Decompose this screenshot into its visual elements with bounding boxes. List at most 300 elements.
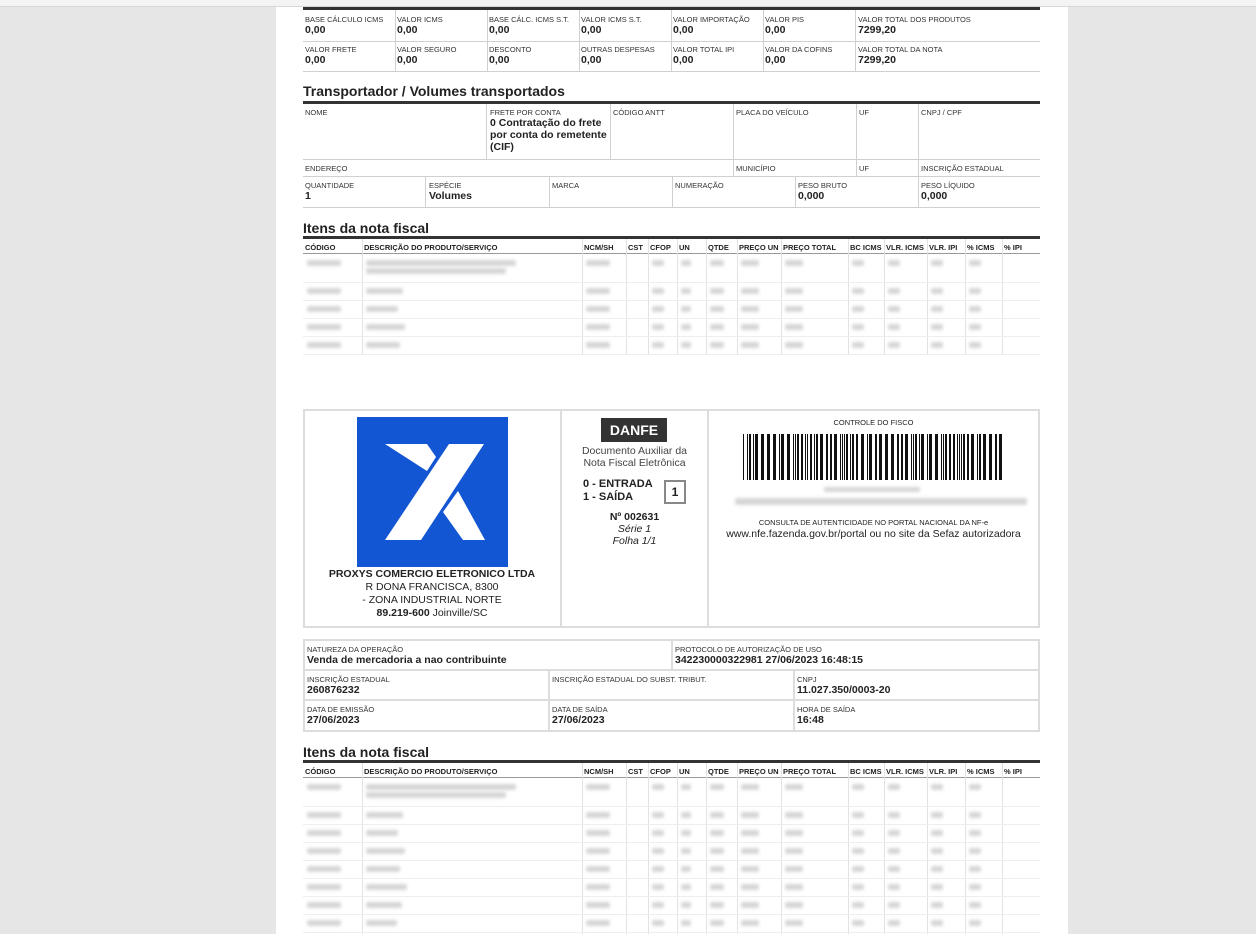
- items-table-2-redacted-cell: [888, 884, 900, 890]
- barcode-bar: [850, 434, 851, 480]
- items-table-2-redacted-cell: [852, 920, 864, 926]
- items-table-2-redacted-cell: [681, 830, 691, 836]
- items-table-2-col-5: UN: [679, 767, 690, 776]
- barcode-bar: [861, 434, 864, 480]
- items-table-2-redacted-cell: [366, 848, 405, 854]
- items-table-2-redacted-cell: [852, 902, 864, 908]
- items-table-2-top-rule: [303, 760, 1040, 763]
- items-table-2-redacted-cell: [366, 784, 516, 790]
- items-table-1-redacted-cell: [366, 260, 516, 266]
- total-cell-base-icms-st: BASE CÁLC. ICMS S.T. 0,00: [489, 15, 570, 36]
- barcode-bar: [852, 434, 854, 480]
- items-table-2-redacted-cell: [586, 884, 610, 890]
- items-table-1-redacted-cell: [681, 260, 691, 266]
- total-cell-desconto: DESCONTO 0,00: [489, 45, 532, 66]
- items-table-1-redacted-cell: [785, 342, 803, 348]
- items-table-2-redacted-cell: [681, 848, 691, 854]
- items-table-1-col-9: BC ICMS: [850, 243, 882, 252]
- total-cell-valor-frete: VALOR FRETE 0,00: [305, 45, 357, 66]
- items-table-2-row: [303, 896, 1040, 914]
- barcode-bar: [781, 434, 784, 480]
- transport-peso-bruto-cell: PESO BRUTO 0,000: [798, 181, 848, 202]
- data-emissao-cell: DATA DE EMISSÃO 27/06/2023: [307, 705, 375, 726]
- items-table-2-redacted-cell: [586, 812, 610, 818]
- items-table-1-row: [303, 318, 1040, 336]
- items-table-1-col-1: DESCRIÇÃO DO PRODUTO/SERVIÇO: [364, 243, 498, 252]
- items-table-2-col-10: VLR. ICMS: [886, 767, 924, 776]
- items-table-1-redacted-cell: [969, 288, 981, 294]
- barcode-bar: [834, 434, 837, 480]
- barcode-bar: [840, 434, 841, 480]
- cnpj-cell: CNPJ 11.027.350/0003-20: [797, 675, 891, 696]
- inscricao-st-cell: INSCRIÇÃO ESTADUAL DO SUBST. TRIBUT.: [552, 675, 707, 684]
- items-table-1-col-10: VLR. ICMS: [886, 243, 924, 252]
- items-table-2-redacted-cell: [785, 830, 803, 836]
- data-saida-cell: DATA DE SAÍDA 27/06/2023: [552, 705, 608, 726]
- items-table-2-redacted-cell: [307, 848, 341, 854]
- transport-placa-label: PLACA DO VEÍCULO: [736, 108, 809, 117]
- barcode-bar: [795, 434, 796, 480]
- total-cell-valor-importacao: VALOR IMPORTAÇÃO 0,00: [673, 15, 750, 36]
- items-table-2-redacted-cell: [785, 902, 803, 908]
- items-table-2-redacted-cell: [931, 866, 943, 872]
- items-table-2-redacted-cell: [931, 784, 943, 790]
- items-table-2-redacted-cell: [307, 784, 341, 790]
- items-table-1-redacted-cell: [681, 324, 691, 330]
- transport-peso-liquido-cell: PESO LÍQUIDO 0,000: [921, 181, 975, 202]
- items-table-2-redacted-cell: [969, 902, 981, 908]
- items-table-1-redacted-cell: [741, 260, 759, 266]
- items-table-2-redacted-cell: [710, 812, 724, 818]
- items-table-2-col-7: PREÇO UN: [739, 767, 779, 776]
- items-table-2-redacted-cell: [710, 848, 724, 854]
- items-table-1-col-7: PREÇO UN: [739, 243, 779, 252]
- items-table-1-redacted-cell: [366, 342, 400, 348]
- transport-endereco-label: ENDEREÇO: [305, 164, 348, 173]
- barcode-bar: [779, 434, 780, 480]
- items-table-1-redacted-cell: [366, 306, 398, 312]
- items-table-1-redacted-cell: [785, 288, 803, 294]
- barcode-bar: [820, 434, 823, 480]
- items-table-1-redacted-cell: [307, 342, 341, 348]
- items-table-2-redacted-cell: [366, 812, 403, 818]
- barcode-bar: [959, 434, 960, 480]
- items-table-2-redacted-cell: [366, 866, 400, 872]
- barcode-bar: [816, 434, 818, 480]
- items-table-2-redacted-cell: [852, 812, 864, 818]
- items-table-2-redacted-cell: [888, 848, 900, 854]
- total-cell-total-produtos: VALOR TOTAL DOS PRODUTOS 7299,20: [858, 15, 971, 36]
- items-table-1-top-rule: [303, 236, 1040, 239]
- items-table-1-col-8: PREÇO TOTAL: [783, 243, 837, 252]
- barcode-bar: [856, 434, 858, 480]
- items-table-1-redacted-cell: [366, 268, 506, 274]
- transport-ie-label: INSCRIÇÃO ESTADUAL: [921, 164, 1004, 173]
- barcode-bar: [814, 434, 815, 480]
- barcode-bar: [755, 434, 758, 480]
- items-table-2-col-9: BC ICMS: [850, 767, 882, 776]
- items-table-2-redacted-cell: [681, 902, 691, 908]
- items-table-1-row: [303, 282, 1040, 300]
- items-table-1-redacted-cell: [888, 342, 900, 348]
- barcode-bar: [927, 434, 928, 480]
- company-address-block: [305, 568, 559, 620]
- invoice-page: [276, 7, 1068, 934]
- transport-section-title: Transportador / Volumes transportados: [303, 83, 565, 99]
- items-table-2-redacted-cell: [741, 920, 759, 926]
- items-table-1-redacted-cell: [652, 288, 664, 294]
- transport-cnpj-label: CNPJ / CPF: [921, 108, 962, 117]
- company-logo: [357, 417, 508, 567]
- barcode-bar: [979, 434, 981, 480]
- danfe-doc-description: Documento Auxiliar da Nota Fiscal Eletrônica: [581, 445, 688, 469]
- items-table-2-redacted-cell: [681, 812, 691, 818]
- barcode-bar: [977, 434, 978, 480]
- items-table-2-redacted-cell: [852, 884, 864, 890]
- items-table-1-redacted-cell: [888, 288, 900, 294]
- items-table-1-redacted-cell: [586, 260, 610, 266]
- items-table-2-redacted-cell: [785, 866, 803, 872]
- barcode-bar: [961, 434, 962, 480]
- items-table-2-redacted-cell: [888, 812, 900, 818]
- items-table-2-redacted-cell: [307, 830, 341, 836]
- items-table-1-col-12: % ICMS: [967, 243, 995, 252]
- items-table-2-redacted-cell: [652, 848, 664, 854]
- items-table-1-redacted-cell: [931, 342, 943, 348]
- items-table-2-redacted-cell: [741, 866, 759, 872]
- items-table-2-redacted-cell: [366, 830, 398, 836]
- barcode-bar: [905, 434, 908, 480]
- transport-antt-label: CÓDIGO ANTT: [613, 108, 665, 117]
- items-table-1-redacted-cell: [741, 288, 759, 294]
- items-table-2-col-0: CÓDIGO: [305, 767, 336, 776]
- x-logo-icon: [357, 417, 508, 567]
- items-table-2-redacted-cell: [785, 884, 803, 890]
- total-cell-valor-icms: VALOR ICMS 0,00: [397, 15, 443, 36]
- items-table-1-redacted-cell: [931, 306, 943, 312]
- items-table-1-redacted-cell: [852, 324, 864, 330]
- barcode-bar: [846, 434, 848, 480]
- items-table-2-col-4: CFOP: [650, 767, 671, 776]
- items-table-1-redacted-cell: [741, 342, 759, 348]
- items-table-2-redacted-cell: [888, 784, 900, 790]
- items-table-1-col-2: NCM/SH: [584, 243, 614, 252]
- items-table-2-redacted-cell: [852, 784, 864, 790]
- items-table-1: [276, 236, 1068, 366]
- items-table-2-redacted-cell: [785, 812, 803, 818]
- company-address-1: R DONA FRANCISCA, 8300: [365, 581, 499, 593]
- items-table-2-col-12: % ICMS: [967, 767, 995, 776]
- items-table-2-redacted-cell: [969, 848, 981, 854]
- transport-marca-cell: MARCA: [552, 181, 580, 190]
- items-table-1-col-11: VLR. IPI: [929, 243, 958, 252]
- protocolo-cell: PROTOCOLO DE AUTORIZAÇÃO DE USO 342230000322981 27/06/2023 16:48:15: [675, 645, 864, 666]
- items-table-2-redacted-cell: [710, 866, 724, 872]
- items-table-1-redacted-cell: [888, 324, 900, 330]
- barcode-bar: [749, 434, 751, 480]
- items-table-1-redacted-cell: [741, 306, 759, 312]
- barcode-bar: [935, 434, 938, 480]
- items-table-1-redacted-cell: [969, 324, 981, 330]
- items-table-2-redacted-cell: [652, 902, 664, 908]
- barcode-bar: [941, 434, 942, 480]
- barcode-bar: [901, 434, 903, 480]
- items-table-2-redacted-cell: [741, 812, 759, 818]
- items-table-2-redacted-cell: [366, 902, 402, 908]
- items-table-2-redacted-cell: [931, 902, 943, 908]
- items-table-1-redacted-cell: [586, 342, 610, 348]
- barcode-bar: [929, 434, 932, 480]
- total-cell-outras-despesas: OUTRAS DESPESAS 0,00: [581, 45, 655, 66]
- consulta-autenticidade-label: CONSULTA DE AUTENTICIDADE NO PORTAL NACIONAL DA NF-e: [758, 518, 989, 527]
- items-table-2-redacted-cell: [366, 920, 397, 926]
- items-table-1-redacted-cell: [931, 324, 943, 330]
- items-table-2-redacted-cell: [888, 902, 900, 908]
- barcode-bar: [810, 434, 812, 480]
- barcode-bar: [913, 434, 914, 480]
- items-table-1-redacted-cell: [852, 260, 864, 266]
- items-table-1-col-3: CST: [628, 243, 643, 252]
- items-table-1-redacted-cell: [307, 324, 341, 330]
- inscricao-estadual-cell: INSCRIÇÃO ESTADUAL 260876232: [307, 675, 390, 696]
- items-table-2-redacted-cell: [969, 920, 981, 926]
- items-table-1-redacted-cell: [586, 288, 610, 294]
- items-table-1-redacted-cell: [710, 342, 724, 348]
- transport-nome-label: NOME: [305, 108, 328, 117]
- items-table-1-col-5: UN: [679, 243, 690, 252]
- total-cell-valor-pis: VALOR PIS 0,00: [765, 15, 805, 36]
- items-table-2-redacted-cell: [741, 848, 759, 854]
- items-table-2-redacted-cell: [652, 784, 664, 790]
- transport-numeracao-cell: NUMERAÇÃO: [675, 181, 724, 190]
- items-table-1-redacted-cell: [710, 306, 724, 312]
- items-table-1-redacted-cell: [586, 306, 610, 312]
- items-table-1-redacted-cell: [652, 260, 664, 266]
- company-name: PROXYS COMERCIO ELETRONICO LTDA: [328, 568, 536, 580]
- barcode-bar: [945, 434, 947, 480]
- items-table-2-redacted-cell: [586, 866, 610, 872]
- barcode-bar: [767, 434, 770, 480]
- items-table-2-redacted-cell: [307, 902, 341, 908]
- barcode-bar: [761, 434, 764, 480]
- items-table-2-col-2: NCM/SH: [584, 767, 614, 776]
- items-table-2-redacted-cell: [969, 884, 981, 890]
- items-table-2-row: [303, 806, 1040, 824]
- items-table-2-redacted-cell: [366, 792, 506, 798]
- items-table-2-redacted-cell: [710, 830, 724, 836]
- items-table-2-redacted-cell: [741, 784, 759, 790]
- barcode-bar: [867, 434, 868, 480]
- items-table-1-redacted-cell: [785, 260, 803, 266]
- items-table-1-redacted-cell: [710, 260, 724, 266]
- barcode-bar: [943, 434, 944, 480]
- items-table-1-redacted-cell: [852, 306, 864, 312]
- items-table-2-redacted-cell: [852, 866, 864, 872]
- items-table-2-redacted-cell: [710, 784, 724, 790]
- barcode-bar: [793, 434, 794, 480]
- barcode-icon: [743, 434, 1005, 480]
- items-table-1-row: [303, 336, 1040, 354]
- items-section-title-2: Itens da nota fiscal: [303, 744, 430, 760]
- items-table-1-redacted-cell: [307, 306, 341, 312]
- items-table-2-row: [303, 878, 1040, 896]
- browser-top-strip: [0, 0, 1256, 7]
- items-table-1-redacted-cell: [969, 342, 981, 348]
- items-table-2-redacted-cell: [652, 884, 664, 890]
- items-table-1-redacted-cell: [366, 324, 405, 330]
- items-table-1-redacted-cell: [710, 324, 724, 330]
- barcode-bar: [989, 434, 992, 480]
- items-table-1-redacted-cell: [681, 342, 691, 348]
- items-table-1-redacted-cell: [969, 260, 981, 266]
- items-table-2-redacted-cell: [888, 866, 900, 872]
- items-table-2-redacted-cell: [785, 848, 803, 854]
- items-table-1-redacted-cell: [931, 288, 943, 294]
- items-table-2-col-6: QTDE: [708, 767, 729, 776]
- items-table-2-row: [303, 842, 1040, 860]
- items-table-2-redacted-cell: [366, 884, 407, 890]
- items-table-1-col-0: CÓDIGO: [305, 243, 336, 252]
- items-table-2-redacted-cell: [681, 920, 691, 926]
- items-table-1-redacted-cell: [710, 288, 724, 294]
- barcode-bar: [743, 434, 744, 480]
- items-table-2: [276, 760, 1068, 934]
- chave-acesso-label-redacted: [824, 487, 920, 492]
- controle-fisco-label: CONTROLE DO FISCO: [833, 418, 914, 427]
- items-table-2-redacted-cell: [586, 902, 610, 908]
- items-table-2-redacted-cell: [710, 920, 724, 926]
- danfe-entrada-saida: 0 - ENTRADA 1 - SAÍDA: [583, 478, 653, 503]
- total-cell-cofins: VALOR DA COFINS 0,00: [765, 45, 833, 66]
- items-table-2-redacted-cell: [652, 866, 664, 872]
- danfe-tipo-box: 1: [664, 480, 686, 504]
- items-table-2-redacted-cell: [785, 784, 803, 790]
- barcode-bar: [879, 434, 882, 480]
- items-table-1-redacted-cell: [741, 324, 759, 330]
- transport-quantidade-cell: QUANTIDADE 1: [305, 181, 355, 202]
- items-table-1-redacted-cell: [366, 288, 403, 294]
- hora-saida-cell: HORA DE SAÍDA 16:48: [797, 705, 856, 726]
- items-table-2-redacted-cell: [307, 812, 341, 818]
- items-table-2-redacted-cell: [681, 884, 691, 890]
- transport-especie-cell: ESPÉCIE Volumes: [429, 181, 472, 202]
- items-table-2-col-1: DESCRIÇÃO DO PRODUTO/SERVIÇO: [364, 767, 498, 776]
- items-table-1-redacted-cell: [681, 288, 691, 294]
- items-table-2-redacted-cell: [852, 830, 864, 836]
- items-table-1-redacted-cell: [852, 288, 864, 294]
- barcode-bar: [919, 434, 920, 480]
- barcode-bar: [801, 434, 803, 480]
- items-table-2-redacted-cell: [969, 830, 981, 836]
- transport-municipio-label: MUNICÍPIO: [736, 164, 776, 173]
- items-table-1-col-6: QTDE: [708, 243, 729, 252]
- items-table-1-redacted-cell: [931, 260, 943, 266]
- barcode-bar: [963, 434, 965, 480]
- access-key-barcode: [743, 434, 1005, 480]
- danfe-number-block: Nº 002631 Série 1 Folha 1/1: [609, 511, 660, 547]
- items-table-2-row: [303, 824, 1040, 842]
- items-table-1-col-13: % IPI: [1004, 243, 1022, 252]
- items-table-1-col-4: CFOP: [650, 243, 671, 252]
- items-table-2-row: [303, 914, 1040, 932]
- items-table-2-redacted-cell: [969, 812, 981, 818]
- barcode-bar: [842, 434, 843, 480]
- items-table-2-redacted-cell: [681, 866, 691, 872]
- items-table-2-redacted-cell: [652, 920, 664, 926]
- natureza-operacao-cell: NATUREZA DA OPERAÇÃO Venda de mercadoria a nao contribuinte: [307, 645, 507, 666]
- items-table-2-redacted-cell: [931, 830, 943, 836]
- barcode-bar: [805, 434, 806, 480]
- total-cell-valor-seguro: VALOR SEGURO 0,00: [397, 45, 457, 66]
- barcode-bar: [885, 434, 888, 480]
- transport-uf2-label: UF: [859, 164, 869, 173]
- total-cell-total-nota: VALOR TOTAL DA NOTA 7299,20: [858, 45, 943, 66]
- items-table-1-redacted-cell: [888, 260, 900, 266]
- items-table-1-row: [303, 300, 1040, 318]
- items-table-2-redacted-cell: [931, 884, 943, 890]
- total-cell-valor-icms-st: VALOR ICMS S.T. 0,00: [581, 15, 642, 36]
- items-table-1-redacted-cell: [681, 306, 691, 312]
- barcode-bar: [921, 434, 924, 480]
- items-table-1-redacted-cell: [969, 306, 981, 312]
- items-table-1-redacted-cell: [586, 324, 610, 330]
- items-table-2-redacted-cell: [307, 884, 341, 890]
- barcode-bar: [971, 434, 974, 480]
- barcode-bar: [953, 434, 955, 480]
- barcode-bar: [915, 434, 917, 480]
- total-cell-base-icms: BASE CÁLCULO ICMS 0,00: [305, 15, 384, 36]
- items-table-2-redacted-cell: [931, 848, 943, 854]
- barcode-bar: [830, 434, 832, 480]
- barcode-bar: [753, 434, 754, 480]
- barcode-bar: [875, 434, 877, 480]
- items-table-1-redacted-cell: [652, 306, 664, 312]
- barcode-bar: [826, 434, 828, 480]
- items-table-2-redacted-cell: [586, 830, 610, 836]
- items-table-2-redacted-cell: [931, 812, 943, 818]
- items-table-2-redacted-cell: [888, 920, 900, 926]
- transport-uf-label: UF: [859, 108, 869, 117]
- items-table-1-redacted-cell: [307, 260, 341, 266]
- company-cep-city: 89.219-600 Joinville/SC: [376, 607, 488, 619]
- items-table-2-redacted-cell: [710, 902, 724, 908]
- barcode-bar: [967, 434, 969, 480]
- barcode-bar: [869, 434, 872, 480]
- items-table-1-redacted-cell: [785, 306, 803, 312]
- items-table-2-redacted-cell: [741, 884, 759, 890]
- items-table-2-redacted-cell: [741, 830, 759, 836]
- items-table-2-redacted-cell: [307, 920, 341, 926]
- items-table-2-redacted-cell: [931, 920, 943, 926]
- items-table-2-redacted-cell: [852, 848, 864, 854]
- barcode-bar: [911, 434, 912, 480]
- items-table-1-redacted-cell: [652, 324, 664, 330]
- items-table-2-col-3: CST: [628, 767, 643, 776]
- barcode-bar: [773, 434, 776, 480]
- barcode-bar: [897, 434, 899, 480]
- items-table-2-col-11: VLR. IPI: [929, 767, 958, 776]
- company-address-2: - ZONA INDUSTRIAL NORTE: [362, 594, 502, 606]
- portal-nfe-link[interactable]: www.nfe.fazenda.gov.br/portal ou no site da Sefaz autorizadora: [726, 528, 1021, 540]
- items-table-2-redacted-cell: [586, 848, 610, 854]
- barcode-bar: [891, 434, 894, 480]
- barcode-bar: [787, 434, 790, 480]
- items-table-1-redacted-cell: [652, 342, 664, 348]
- items-table-1-redacted-cell: [888, 306, 900, 312]
- barcode-bar: [747, 434, 748, 480]
- items-table-2-redacted-cell: [307, 866, 341, 872]
- barcode-bar: [999, 434, 1002, 480]
